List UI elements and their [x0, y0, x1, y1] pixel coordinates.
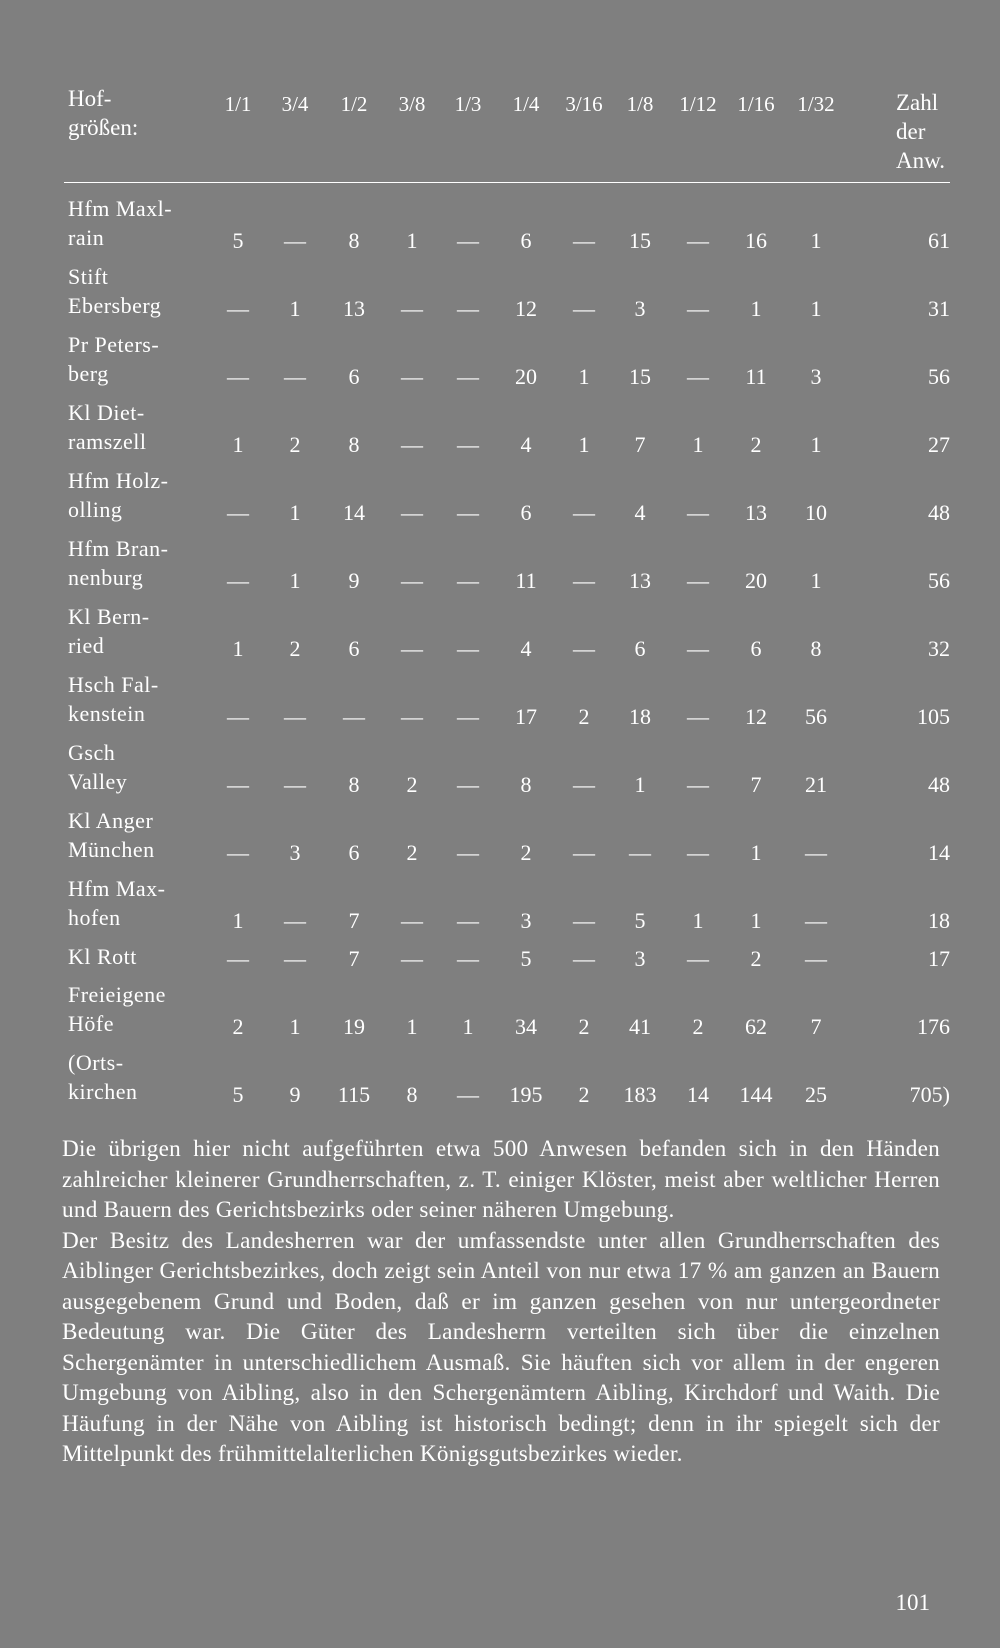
table-cell: 2	[692, 1014, 704, 1039]
table-cell: 6	[634, 636, 646, 661]
table-cell: —	[457, 772, 479, 797]
row-label	[68, 670, 208, 728]
table-cell: 2	[750, 432, 762, 457]
table-cell: 3	[289, 840, 301, 865]
row-label-line: hofen	[68, 905, 121, 930]
table-cell: 2	[232, 1014, 244, 1039]
table-cell: —	[227, 500, 249, 525]
table-row	[64, 874, 950, 942]
header-fraction: 1/16	[737, 92, 775, 116]
table-cell: 19	[343, 1014, 365, 1039]
page-number: 101	[895, 1590, 930, 1615]
table-cell: 1	[289, 500, 301, 525]
row-label-line: Valley	[68, 769, 128, 794]
header-fraction: 3/16	[565, 92, 603, 116]
table-cell: —	[573, 840, 595, 865]
header-line: Hof-	[68, 86, 112, 111]
table-cell: 115	[337, 1082, 371, 1107]
row-label-line: Kl Bern-	[68, 604, 150, 629]
table-cell: —	[687, 500, 709, 525]
header-line: der	[896, 119, 926, 144]
row-label-line: Hfm Bran-	[68, 536, 169, 561]
table-cell: —	[687, 228, 709, 253]
table-cell: 6	[348, 636, 360, 661]
table-cell: 2	[578, 1014, 590, 1039]
table-cell: 15	[629, 364, 651, 389]
table-cell: 7	[810, 1014, 822, 1039]
table-cell: —	[343, 704, 365, 729]
table-cell: 25	[805, 1082, 827, 1107]
table-cell: 5	[232, 228, 244, 253]
row-total: 32	[928, 636, 950, 661]
row-label	[68, 466, 208, 524]
table-cell: 18	[629, 704, 651, 729]
table-cell: 1	[289, 568, 301, 593]
table-cell: 1	[406, 228, 418, 253]
table-row	[64, 534, 950, 602]
table-cell: —	[573, 636, 595, 661]
table-cell: 5	[520, 946, 532, 971]
row-label-line: Hfm Max-	[68, 876, 166, 901]
table-cell: —	[227, 840, 249, 865]
table-cell: 4	[634, 500, 646, 525]
table-cell: —	[805, 908, 827, 933]
table-row	[64, 980, 950, 1048]
row-total: 17	[928, 946, 950, 971]
row-label-line: kenstein	[68, 701, 146, 726]
table-cell: —	[573, 772, 595, 797]
table-row	[64, 466, 950, 534]
table-cell: 1	[232, 636, 244, 661]
table-cell: —	[687, 946, 709, 971]
table-cell: 1	[634, 772, 646, 797]
header-fraction: 3/8	[398, 92, 426, 116]
table-cell: 7	[634, 432, 646, 457]
table-cell: 1	[289, 1014, 301, 1039]
row-total: 27	[928, 432, 950, 457]
table-cell: 20	[745, 568, 767, 593]
table-cell: 1	[692, 908, 704, 933]
row-label-line: ried	[68, 633, 105, 658]
table-cell: —	[687, 364, 709, 389]
table-cell: 3	[520, 908, 532, 933]
table-cell: —	[227, 296, 249, 321]
row-label	[68, 806, 208, 864]
table-cell: —	[805, 946, 827, 971]
row-label	[68, 1048, 208, 1106]
table-cell: 1	[810, 568, 822, 593]
table-cell: —	[284, 228, 306, 253]
table-cell: 4	[520, 636, 532, 661]
table-cell: 11	[745, 364, 767, 389]
row-label-line: berg	[68, 361, 109, 386]
table-cell: 1	[810, 228, 822, 253]
table-cell: 12	[515, 296, 537, 321]
table-cell: —	[457, 364, 479, 389]
table-cell: —	[457, 296, 479, 321]
row-label	[68, 602, 208, 660]
table-cell: 14	[343, 500, 365, 525]
table-cell: —	[457, 500, 479, 525]
header-line: größen:	[68, 115, 139, 140]
table-cell: —	[457, 908, 479, 933]
header-fraction: 1/8	[626, 92, 654, 116]
row-label-line: nenburg	[68, 565, 144, 590]
table-cell: —	[284, 364, 306, 389]
table-cell: —	[805, 840, 827, 865]
table-cell: 1	[810, 432, 822, 457]
table-cell: —	[401, 432, 423, 457]
row-label-line: Gsch	[68, 740, 116, 765]
table-cell: 6	[520, 500, 532, 525]
row-label	[68, 398, 208, 456]
table-cell: —	[227, 772, 249, 797]
table-cell: —	[573, 946, 595, 971]
table-row	[64, 942, 950, 980]
table-row	[64, 330, 950, 398]
table-cell: —	[457, 840, 479, 865]
row-label-line: ramszell	[68, 429, 147, 454]
table-cell: —	[227, 364, 249, 389]
row-label	[68, 738, 208, 796]
header-farm-size	[68, 84, 178, 142]
table-row	[64, 670, 950, 738]
table-row	[64, 738, 950, 806]
row-label-line: Kl Rott	[68, 944, 137, 969]
table-cell: 8	[406, 1082, 418, 1107]
table-cell: 56	[805, 704, 827, 729]
row-total: 31	[928, 296, 950, 321]
table-cell: 9	[348, 568, 360, 593]
table-cell: 1	[462, 1014, 474, 1039]
table-cell: 1	[232, 908, 244, 933]
table-cell: 2	[406, 772, 418, 797]
table-cell: —	[573, 908, 595, 933]
table-cell: —	[629, 840, 651, 865]
table-cell: —	[687, 296, 709, 321]
table-cell: 34	[515, 1014, 537, 1039]
header-fraction: 1/4	[512, 92, 540, 116]
table-cell: —	[457, 636, 479, 661]
table-cell: 13	[343, 296, 365, 321]
header-fraction: 3/4	[281, 92, 309, 116]
table-cell: —	[457, 228, 479, 253]
table-cell: 21	[805, 772, 827, 797]
table-cell: —	[457, 946, 479, 971]
table-cell: 2	[750, 946, 762, 971]
table-cell: 11	[515, 568, 537, 593]
table-cell: 8	[348, 432, 360, 457]
header-rule	[64, 182, 950, 183]
table-cell: 6	[520, 228, 532, 253]
table-cell: —	[687, 840, 709, 865]
row-label-line: Kl Diet-	[68, 400, 145, 425]
row-label-line: olling	[68, 497, 123, 522]
table-cell: —	[227, 946, 249, 971]
table-cell: 62	[745, 1014, 767, 1039]
row-total: 18	[928, 908, 950, 933]
row-label-line: Freieigene	[68, 982, 166, 1007]
table-cell: 1	[578, 432, 590, 457]
table-cell: 2	[578, 704, 590, 729]
table-cell: —	[401, 500, 423, 525]
table-cell: 15	[629, 228, 651, 253]
table-cell: 1	[406, 1014, 418, 1039]
row-label-line: Ebersberg	[68, 293, 162, 318]
table-cell: —	[573, 500, 595, 525]
table-cell: —	[687, 772, 709, 797]
table-cell: 3	[634, 296, 646, 321]
row-label-line: (Orts-	[68, 1050, 124, 1075]
table-cell: 195	[509, 1082, 543, 1107]
row-label-line: Höfe	[68, 1011, 114, 1036]
row-label-line: Pr Peters-	[68, 332, 160, 357]
table-cell: —	[573, 228, 595, 253]
row-total: 56	[928, 364, 950, 389]
table-cell: 16	[745, 228, 767, 253]
table-cell: —	[573, 568, 595, 593]
table-cell: 3	[634, 946, 646, 971]
header-line: Anw.	[896, 148, 945, 173]
row-label-line: kirchen	[68, 1079, 138, 1104]
row-label	[68, 874, 208, 932]
table-cell: 8	[520, 772, 532, 797]
table-cell: 12	[745, 704, 767, 729]
header-fraction: 1/12	[679, 92, 717, 116]
table-cell: 20	[515, 364, 537, 389]
table-cell: —	[284, 908, 306, 933]
table-cell: —	[687, 636, 709, 661]
table-cell: 6	[348, 840, 360, 865]
row-total: 705)	[909, 1082, 950, 1107]
table-cell: 13	[629, 568, 651, 593]
row-label	[68, 330, 208, 388]
row-label	[68, 942, 208, 971]
table-cell: 7	[348, 908, 360, 933]
table-cell: 2	[578, 1082, 590, 1107]
table-cell: 6	[348, 364, 360, 389]
table-cell: 2	[406, 840, 418, 865]
row-label-line: Hfm Holz-	[68, 468, 169, 493]
paragraph: Die übrigen hier nicht aufgeführten etwa 500 Anwesen befanden sich in den Händen zahlreicher kleinerer Grundherrschaften, z. T. einiger Klöster, meist aber weltlicher Herren und Bauern des Gerichtsbezirks oder seiner näheren Umgebung.	[62, 1136, 940, 1223]
table-cell: 2	[289, 432, 301, 457]
table-cell: —	[284, 946, 306, 971]
table-cell: 2	[289, 636, 301, 661]
row-total: 56	[928, 568, 950, 593]
table-cell: —	[457, 1082, 479, 1107]
table-cell: 1	[232, 432, 244, 457]
farm-size-table	[64, 84, 950, 1107]
row-label-line: Kl Anger	[68, 808, 154, 833]
table-cell: 8	[810, 636, 822, 661]
table-cell: 7	[750, 772, 762, 797]
table-row	[64, 262, 950, 330]
row-label-line: Hsch Fal-	[68, 672, 159, 697]
table-cell: —	[401, 946, 423, 971]
table-cell: 1	[692, 432, 704, 457]
row-total: 14	[928, 840, 950, 865]
table-row	[64, 806, 950, 874]
table-cell: 1	[289, 296, 301, 321]
table-cell: 5	[634, 908, 646, 933]
table-cell: —	[457, 432, 479, 457]
table-cell: 41	[629, 1014, 651, 1039]
row-total: 61	[928, 228, 950, 253]
paragraph: Der Besitz des Landesherren war der umfassendste unter allen Grundherrschaften des Aiblinger Gerichtsbezirkes, doch zeigt sein Anteil von nur etwa 17 % am ganzen an Bauern ausgegebenem Grund und Boden, daß er im ganzen gesehen von nur untergeordneter Bedeutung war. Die Güter des Landesherrn verteilten sich über die einzelnen Schergenämter in unterschiedlichem Ausmaß. Sie häuften sich vor allem in der engeren Umgebung von Aibling, also in den Schergenämtern Aibling, Kirchdorf und Waith. Die Häufung in der Nähe von Aibling ist historisch bedingt; denn in ihr spiegelt sich der Mittelpunkt des frühmittelalterlichen Königsgutsbezirkes wieder.	[62, 1227, 940, 1467]
row-label	[68, 194, 208, 252]
body-text	[62, 1134, 940, 1470]
table-cell: 9	[289, 1082, 301, 1107]
table-cell: —	[284, 704, 306, 729]
table-row	[64, 1048, 950, 1116]
table-cell: —	[457, 568, 479, 593]
table-cell: 5	[232, 1082, 244, 1107]
table-cell: —	[573, 296, 595, 321]
table-cell: —	[401, 636, 423, 661]
table-cell: 13	[745, 500, 767, 525]
header-count	[896, 88, 950, 175]
table-cell: —	[284, 772, 306, 797]
header-fraction: 1/3	[454, 92, 482, 116]
table-body	[64, 194, 950, 1116]
table-cell: 7	[348, 946, 360, 971]
table-cell: 1	[750, 908, 762, 933]
table-cell: 17	[515, 704, 537, 729]
row-total: 48	[928, 500, 950, 525]
header-fraction: 1/2	[340, 92, 368, 116]
row-label-line: Stift	[68, 264, 109, 289]
table-cell: 3	[810, 364, 822, 389]
table-cell: 1	[578, 364, 590, 389]
table-header	[64, 84, 950, 174]
table-cell: —	[457, 704, 479, 729]
table-cell: —	[227, 704, 249, 729]
row-label-line: München	[68, 837, 155, 862]
table-cell: 8	[348, 772, 360, 797]
header-fraction: 1/1	[224, 92, 252, 116]
table-cell: —	[401, 908, 423, 933]
table-row	[64, 398, 950, 466]
table-cell: 1	[750, 296, 762, 321]
row-total: 48	[928, 772, 950, 797]
row-label	[68, 534, 208, 592]
table-cell: 10	[805, 500, 827, 525]
table-cell: 2	[520, 840, 532, 865]
header-fraction: 1/32	[797, 92, 835, 116]
row-total: 105	[917, 704, 950, 729]
table-cell: 1	[810, 296, 822, 321]
header-line: Zahl	[896, 90, 939, 115]
table-cell: 183	[623, 1082, 657, 1107]
table-row	[64, 194, 950, 262]
row-label-line: Hfm Maxl-	[68, 196, 173, 221]
table-cell: 8	[348, 228, 360, 253]
row-label-line: rain	[68, 225, 105, 250]
table-cell: 14	[687, 1082, 709, 1107]
row-label	[68, 262, 208, 320]
table-cell: 6	[750, 636, 762, 661]
table-cell: —	[687, 704, 709, 729]
table-cell: —	[227, 568, 249, 593]
table-row	[64, 602, 950, 670]
table-cell: —	[687, 568, 709, 593]
row-total: 176	[917, 1014, 950, 1039]
table-cell: —	[401, 296, 423, 321]
table-cell: 144	[739, 1082, 773, 1107]
row-label	[68, 980, 208, 1038]
table-cell: —	[401, 568, 423, 593]
table-cell: —	[401, 364, 423, 389]
table-cell: —	[401, 704, 423, 729]
table-cell: 1	[750, 840, 762, 865]
table-cell: 4	[520, 432, 532, 457]
